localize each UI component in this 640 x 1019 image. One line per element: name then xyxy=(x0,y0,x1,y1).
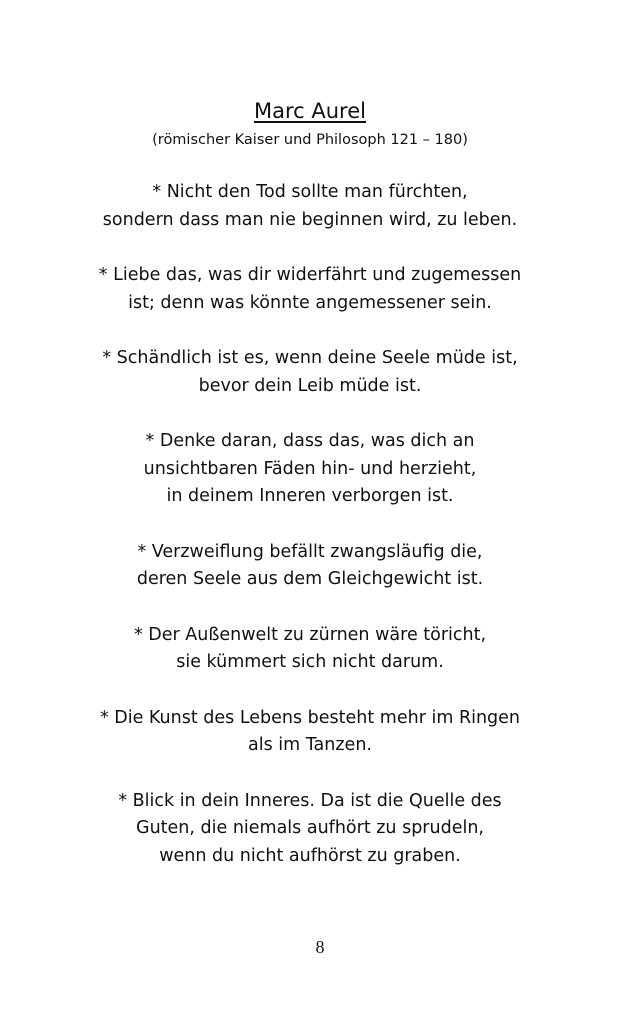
quote-line: * Blick in dein Inneres. Da ist die Quelle des xyxy=(118,790,502,811)
quote-line: sie kümmert sich nicht darum. xyxy=(176,652,444,672)
quote-item xyxy=(0,345,620,400)
quote-item xyxy=(0,428,620,511)
page-number: 8 xyxy=(315,937,325,957)
quote-line: * Verzweiflung befällt zwangsläufig die, xyxy=(137,541,483,562)
quote-item xyxy=(0,705,620,760)
quote-line: * Der Außenwelt zu zürnen wäre töricht, xyxy=(133,624,487,645)
quote-line: sondern dass man nie beginnen wird, zu leben. xyxy=(102,209,518,230)
quote-item xyxy=(0,262,620,317)
quote-item xyxy=(0,788,620,871)
quote-line: * Schändlich ist es, wenn deine Seele müde ist, xyxy=(102,348,518,368)
quote-line: in deinem Inneren verborgen ist. xyxy=(166,486,454,506)
quote-line: unsichtbaren Fäden hin- und herzieht, xyxy=(143,458,477,479)
quote-line: * Denke daran, dass das, was dich an xyxy=(145,431,475,451)
quote-line: deren Seele aus dem Gleichgewicht ist. xyxy=(136,569,484,589)
author-subtitle: (römischer Kaiser und Philosoph 121 – 180) xyxy=(152,132,468,148)
quote-line: bevor dein Leib müde ist. xyxy=(198,375,422,396)
quote-line: * Liebe das, was dir widerfährt und zugemessen xyxy=(98,265,522,285)
quote-line: wenn du nicht aufhörst zu graben. xyxy=(159,845,461,866)
quote-line: ist; denn was könnte angemessener sein. xyxy=(128,292,492,313)
page-title: Marc Aurel xyxy=(254,99,366,123)
quote-item xyxy=(0,179,620,234)
quote-line: Guten, die niemals aufhört zu sprudeln, xyxy=(136,818,484,838)
quote-line: * Nicht den Tod sollte man fürchten, xyxy=(152,182,468,202)
quote-item xyxy=(0,539,620,594)
quote-line: * Die Kunst des Lebens besteht mehr im Ringen xyxy=(99,707,521,728)
quote-list xyxy=(0,179,620,898)
quote-item xyxy=(0,622,620,677)
quote-line: als im Tanzen. xyxy=(248,735,372,755)
